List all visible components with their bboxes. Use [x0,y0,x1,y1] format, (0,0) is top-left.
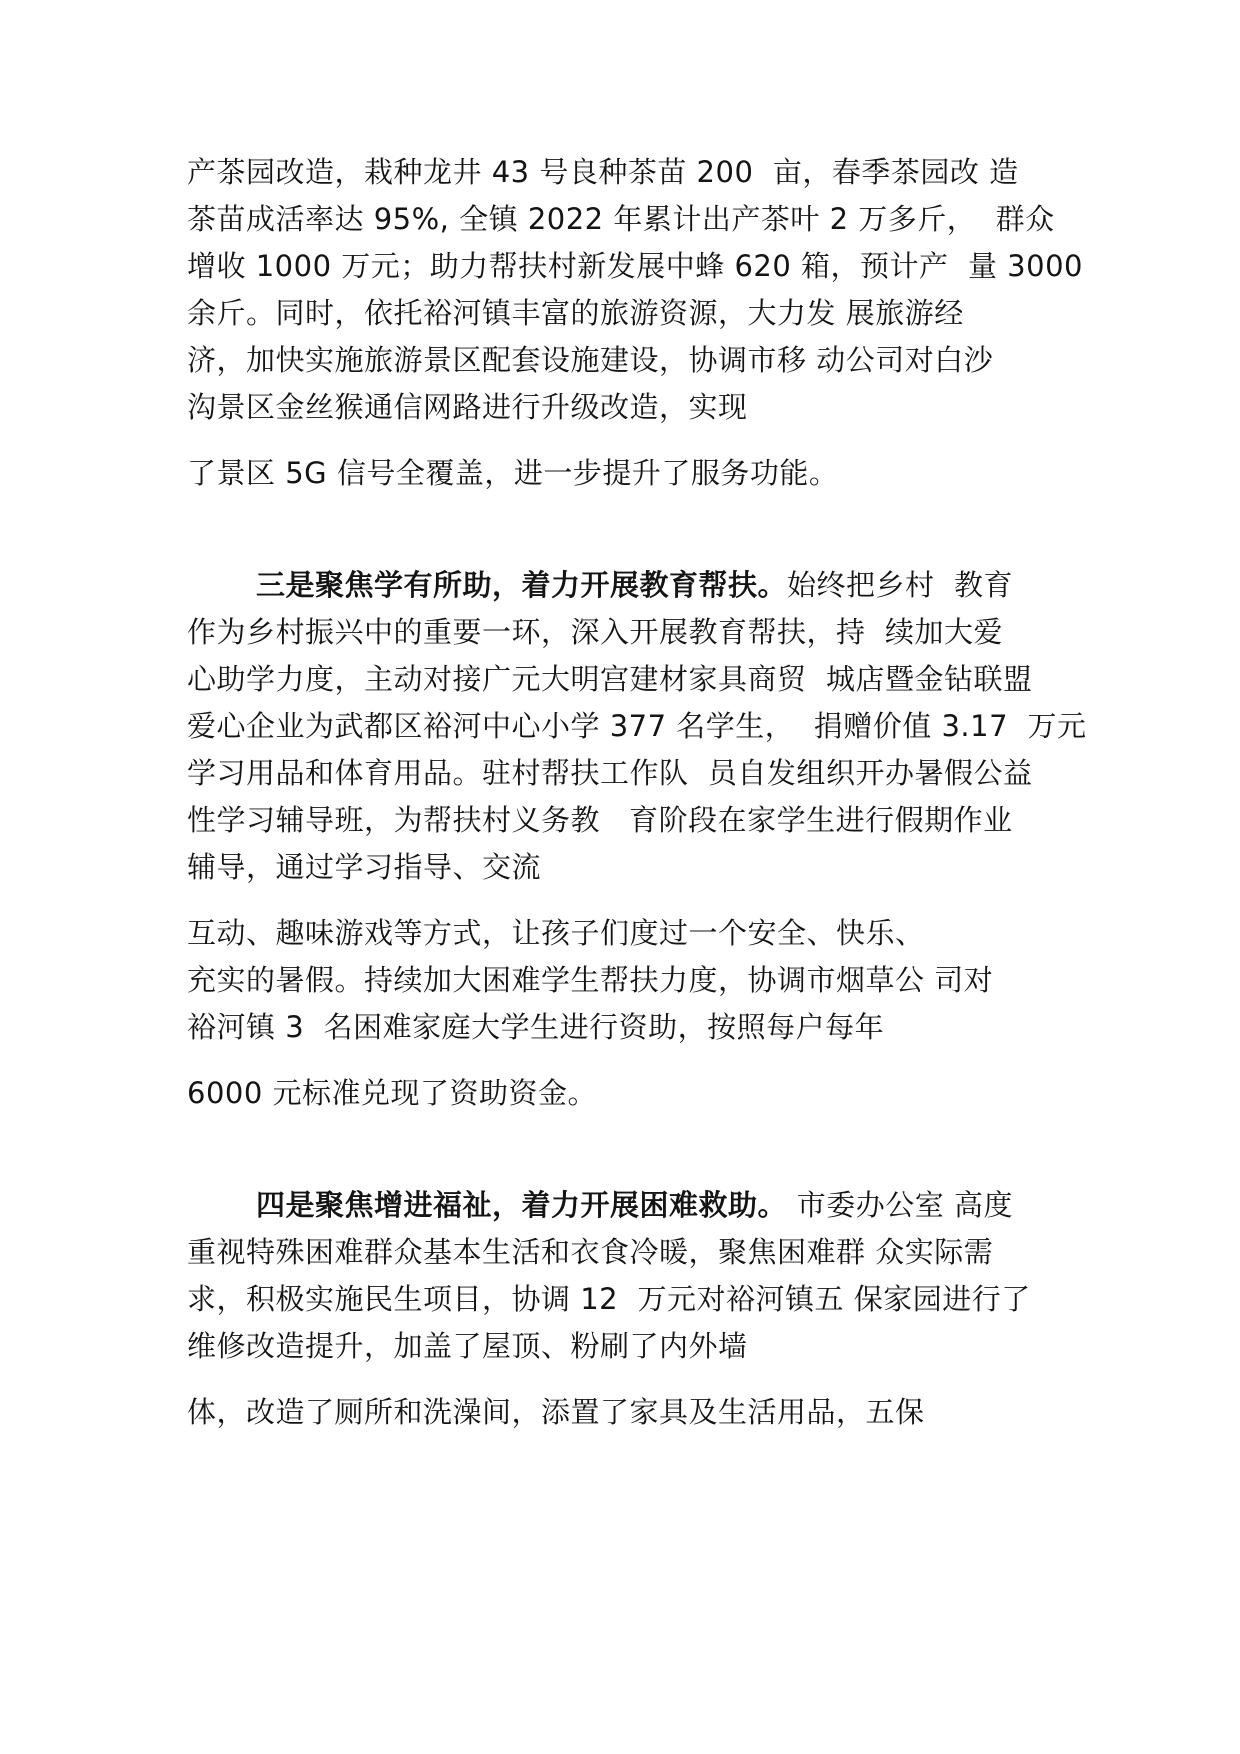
text-line: 了景区 5G 信号全覆盖，进一步提升了服务功能。 [187,456,839,490]
text-line: 茶苗成活率达 95%, 全镇 2022 年累计出产茶叶 2 万多斤， 群众 [187,202,1055,236]
text-line: 维修改造提升，加盖了屋顶、粉刷了内外墙 [187,1329,748,1363]
text-line: 互动、趣味游戏等方式，让孩子们度过一个安全、快乐、 [187,916,925,950]
paragraph-lead-text: 始终把乡村 教育 [787,568,1013,602]
text-line: 辅导，通过学习指导、交流 [187,850,542,884]
text-line: 裕河镇 3 名困难家庭大学生进行资助，按照每户每年 [187,1010,885,1044]
text-line: 济，加快实施旅游景区配套设施建设，协调市移 动公司对白沙 [187,343,994,377]
paragraph-heading: 三是聚焦学有所助，着力开展教育帮扶。 [256,568,788,602]
paragraph-lead-text: 市委办公室 高度 [787,1188,1013,1222]
paragraph-lead-line [256,1185,1013,1225]
paragraph-heading: 四是聚焦增进福祉，着力开展困难救助。 [256,1188,788,1222]
text-line: 充实的暑假。持续加大困难学生帮扶力度，协调市烟草公 司对 [187,963,994,997]
text-line: 增收 1000 万元；助力帮扶村新发展中蜂 620 箱，预计产 量 3000 [187,249,1083,283]
paragraph-lead-line [256,565,1013,605]
text-line: 沟景区金丝猴通信网路进行升级改造，实现 [187,390,748,424]
text-line: 余斤。同时，依托裕河镇丰富的旅游资源，大力发 展旅游经 [187,296,964,330]
text-line: 6000 元标准兑现了资助资金。 [187,1076,598,1110]
text-line: 作为乡村振兴中的重要一环，深入开展教育帮扶，持 续加大爱 [187,615,1003,649]
text-line: 学习用品和体育用品。驻村帮扶工作队 员自发组织开办暑假公益 [187,756,1033,790]
text-line: 心助学力度，主动对接广元大明宫建材家具商贸 城店暨金钻联盟 [187,662,1033,696]
text-line: 性学习辅导班，为帮扶村义务教 育阶段在家学生进行假期作业 [187,803,1013,837]
text-line: 产茶园改造，栽种龙井 43 号良种茶苗 200 亩，春季茶园改 造 [187,155,1019,189]
text-line: 体，改造了厕所和洗澡间，添置了家具及生活用品，五保 [187,1395,925,1429]
text-line: 重视特殊困难群众基本生活和衣食冷暖，聚焦困难群 众实际需 [187,1235,994,1269]
text-line: 爱心企业为武都区裕河中心小学 377 名学生， 捐赠价值 3.17 万元 [187,709,1087,743]
text-line: 求，积极实施民生项目，协调 12 万元对裕河镇五 保家园进行了 [187,1282,1031,1316]
